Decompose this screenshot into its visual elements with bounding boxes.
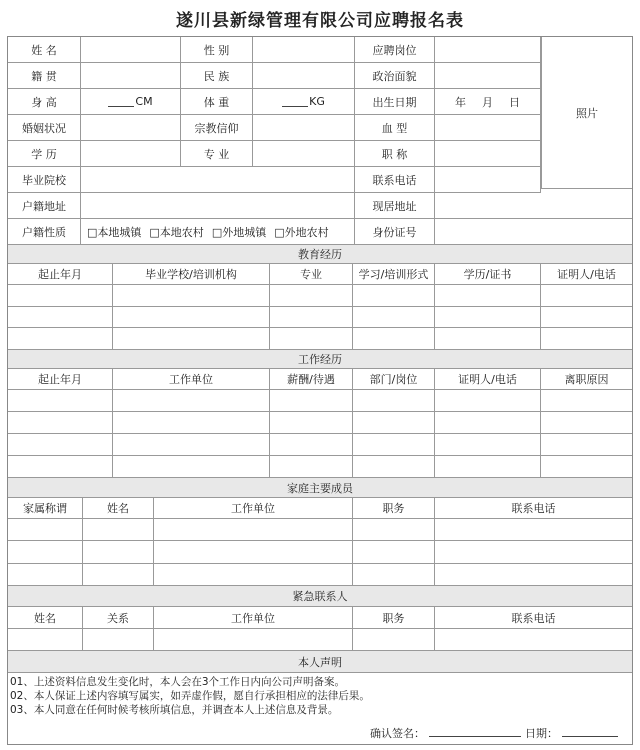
ethnic-field[interactable] (253, 63, 355, 89)
education-field[interactable] (81, 141, 181, 167)
label-birth: 出生日期 (355, 89, 435, 115)
school-field[interactable] (81, 167, 355, 193)
edu-cell[interactable] (113, 328, 270, 350)
work-cell[interactable] (435, 456, 541, 478)
edu-cell[interactable] (113, 285, 270, 307)
hukou-option-local-urban[interactable]: □本地城镇 (87, 225, 142, 239)
emergency-col-name: 姓名 (8, 607, 83, 629)
family-col-relation: 家属称谓 (8, 498, 83, 519)
hukou-option-outside-rural[interactable]: □外地农村 (274, 225, 329, 239)
label-education: 学 历 (8, 141, 81, 167)
family-cell[interactable] (83, 564, 154, 586)
emergency-col-company: 工作单位 (154, 607, 353, 629)
work-cell[interactable] (435, 434, 541, 456)
label-gender: 性 别 (181, 37, 253, 63)
family-cell[interactable] (8, 541, 83, 563)
work-cell[interactable] (353, 412, 435, 434)
emergency-company-field[interactable] (154, 629, 353, 651)
edu-col-school: 毕业学校/培训机构 (113, 264, 270, 285)
edu-cell[interactable] (435, 307, 541, 329)
edu-cell[interactable] (541, 285, 632, 307)
work-cell[interactable] (8, 434, 113, 456)
current-addr-field[interactable] (435, 193, 632, 219)
work-cell[interactable] (113, 456, 270, 478)
label-position: 应聘岗位 (355, 37, 435, 63)
emergency-col-phone: 联系电话 (435, 607, 632, 629)
blood-field[interactable] (435, 115, 541, 141)
work-cell[interactable] (435, 390, 541, 412)
label-hukou-addr: 户籍地址 (8, 193, 81, 219)
family-col-company: 工作单位 (154, 498, 353, 519)
family-cell[interactable] (353, 541, 435, 563)
edu-col-major: 专业 (270, 264, 353, 285)
hukou-option-local-rural[interactable]: □本地农村 (149, 225, 204, 239)
label-phone: 联系电话 (355, 167, 435, 193)
religion-field[interactable] (253, 115, 355, 141)
work-cell[interactable] (353, 456, 435, 478)
title-rank-field[interactable] (435, 141, 541, 167)
family-col-name: 姓名 (83, 498, 154, 519)
declaration-item: 03、本人同意在任何时候考核所填信息，并调查本人上述信息及背景。 (10, 704, 339, 716)
label-id-no: 身份证号 (355, 219, 435, 245)
work-cell[interactable] (353, 434, 435, 456)
edu-cell[interactable] (435, 328, 541, 350)
birth-year: 年 (455, 95, 466, 109)
signature-label: 确认签名： (370, 727, 425, 740)
work-section-header: 工作经历 (8, 350, 632, 369)
family-cell[interactable] (83, 519, 154, 541)
work-cell[interactable] (270, 456, 353, 478)
family-col-phone: 联系电话 (435, 498, 632, 519)
height-blank (108, 96, 134, 107)
family-cell[interactable] (154, 564, 353, 586)
work-col-period: 起止年月 (8, 369, 113, 390)
family-cell[interactable] (154, 541, 353, 563)
signature-line (8, 725, 618, 741)
label-weight: 体 重 (181, 89, 253, 115)
label-political: 政治面貌 (355, 63, 435, 89)
label-school: 毕业院校 (8, 167, 81, 193)
photo-box[interactable]: 照片 (541, 37, 632, 189)
work-cell[interactable] (8, 456, 113, 478)
family-cell[interactable] (8, 519, 83, 541)
work-col-reference: 证明人/电话 (435, 369, 541, 390)
work-cell[interactable] (541, 434, 632, 456)
edu-cell[interactable] (435, 285, 541, 307)
family-cell[interactable] (435, 564, 632, 586)
political-field[interactable] (435, 63, 541, 89)
declaration-item: 02、本人保证上述内容填写属实，如弄虚作假，愿自行承担相应的法律后果。 (10, 690, 370, 702)
family-cell[interactable] (353, 519, 435, 541)
major-field[interactable] (253, 141, 355, 167)
hukou-type-options (81, 219, 355, 245)
work-cell[interactable] (353, 390, 435, 412)
date-label: 日期： (525, 727, 558, 740)
label-blood: 血 型 (355, 115, 435, 141)
height-field[interactable] (81, 89, 181, 115)
label-native: 籍 贯 (8, 63, 81, 89)
work-col-dept: 部门/岗位 (353, 369, 435, 390)
name-field[interactable] (81, 37, 181, 63)
edu-cell[interactable] (353, 307, 435, 329)
application-form (7, 36, 633, 745)
edu-col-degree: 学历/证书 (435, 264, 541, 285)
height-unit: CM (135, 95, 153, 108)
emergency-col-relation: 关系 (83, 607, 154, 629)
work-cell[interactable] (270, 390, 353, 412)
edu-cell[interactable] (113, 307, 270, 329)
work-cell[interactable] (435, 412, 541, 434)
emergency-name-field[interactable] (8, 629, 83, 651)
work-cell[interactable] (113, 390, 270, 412)
emergency-section-header: 紧急联系人 (8, 586, 632, 607)
label-ethnic: 民 族 (181, 63, 253, 89)
education-section-header: 教育经历 (8, 245, 632, 264)
declaration-item: 01、上述资料信息发生变化时，本人会在3个工作日内向公司声明备案。 (10, 676, 346, 688)
work-col-company: 工作单位 (113, 369, 270, 390)
weight-field[interactable] (253, 89, 355, 115)
marital-field[interactable] (81, 115, 181, 141)
work-cell[interactable] (8, 390, 113, 412)
edu-cell[interactable] (270, 307, 353, 329)
birth-day: 日 (509, 95, 520, 109)
date-field[interactable] (562, 726, 618, 737)
declaration-section-header: 本人声明 (8, 651, 632, 673)
phone-field[interactable] (435, 167, 541, 193)
family-cell[interactable] (353, 564, 435, 586)
edu-col-reference: 证明人/电话 (541, 264, 632, 285)
declaration-text (10, 675, 630, 717)
edu-cell[interactable] (541, 328, 632, 350)
signature-field[interactable] (429, 726, 521, 737)
label-current-addr: 现居地址 (355, 193, 435, 219)
work-cell[interactable] (8, 412, 113, 434)
family-cell[interactable] (435, 541, 632, 563)
family-cell[interactable] (8, 564, 83, 586)
label-height: 身 高 (8, 89, 81, 115)
work-cell[interactable] (541, 456, 632, 478)
birth-month: 月 (482, 95, 493, 109)
label-hukou-type: 户籍性质 (8, 219, 81, 245)
birth-field[interactable] (435, 89, 541, 115)
work-cell[interactable] (270, 434, 353, 456)
emergency-title-field[interactable] (353, 629, 435, 651)
label-religion: 宗教信仰 (181, 115, 253, 141)
work-col-reason: 离职原因 (541, 369, 632, 390)
edu-cell[interactable] (353, 285, 435, 307)
work-cell[interactable] (113, 434, 270, 456)
edu-cell[interactable] (270, 328, 353, 350)
label-name: 姓 名 (8, 37, 81, 63)
work-cell[interactable] (113, 412, 270, 434)
native-field[interactable] (81, 63, 181, 89)
id-no-field[interactable] (435, 219, 632, 245)
label-marital: 婚姻状况 (8, 115, 81, 141)
hukou-option-outside-urban[interactable]: □外地城镇 (211, 225, 267, 239)
work-cell[interactable] (270, 412, 353, 434)
edu-col-period: 起止年月 (8, 264, 113, 285)
gender-field[interactable] (253, 37, 355, 63)
weight-unit: KG (309, 95, 325, 108)
family-cell[interactable] (435, 519, 632, 541)
work-col-salary: 薪酬/待遇 (270, 369, 353, 390)
edu-cell[interactable] (270, 285, 353, 307)
edu-cell[interactable] (8, 285, 113, 307)
family-col-title: 职务 (353, 498, 435, 519)
edu-cell[interactable] (353, 328, 435, 350)
family-cell[interactable] (154, 519, 353, 541)
family-section-header: 家庭主要成员 (8, 478, 632, 498)
edu-cell[interactable] (8, 328, 113, 350)
emergency-phone-field[interactable] (435, 629, 632, 651)
edu-col-mode: 学习/培训形式 (353, 264, 435, 285)
hukou-addr-field[interactable] (81, 193, 355, 219)
edu-cell[interactable] (541, 307, 632, 329)
position-field[interactable] (435, 37, 541, 63)
weight-blank (282, 96, 308, 107)
emergency-col-title: 职务 (353, 607, 435, 629)
edu-cell[interactable] (8, 307, 113, 329)
family-cell[interactable] (83, 541, 154, 563)
label-title-rank: 职 称 (355, 141, 435, 167)
work-cell[interactable] (541, 412, 632, 434)
form-title: 遂川县新绿管理有限公司应聘报名表 (176, 11, 464, 31)
label-major: 专 业 (181, 141, 253, 167)
emergency-relation-field[interactable] (83, 629, 154, 651)
work-cell[interactable] (541, 390, 632, 412)
